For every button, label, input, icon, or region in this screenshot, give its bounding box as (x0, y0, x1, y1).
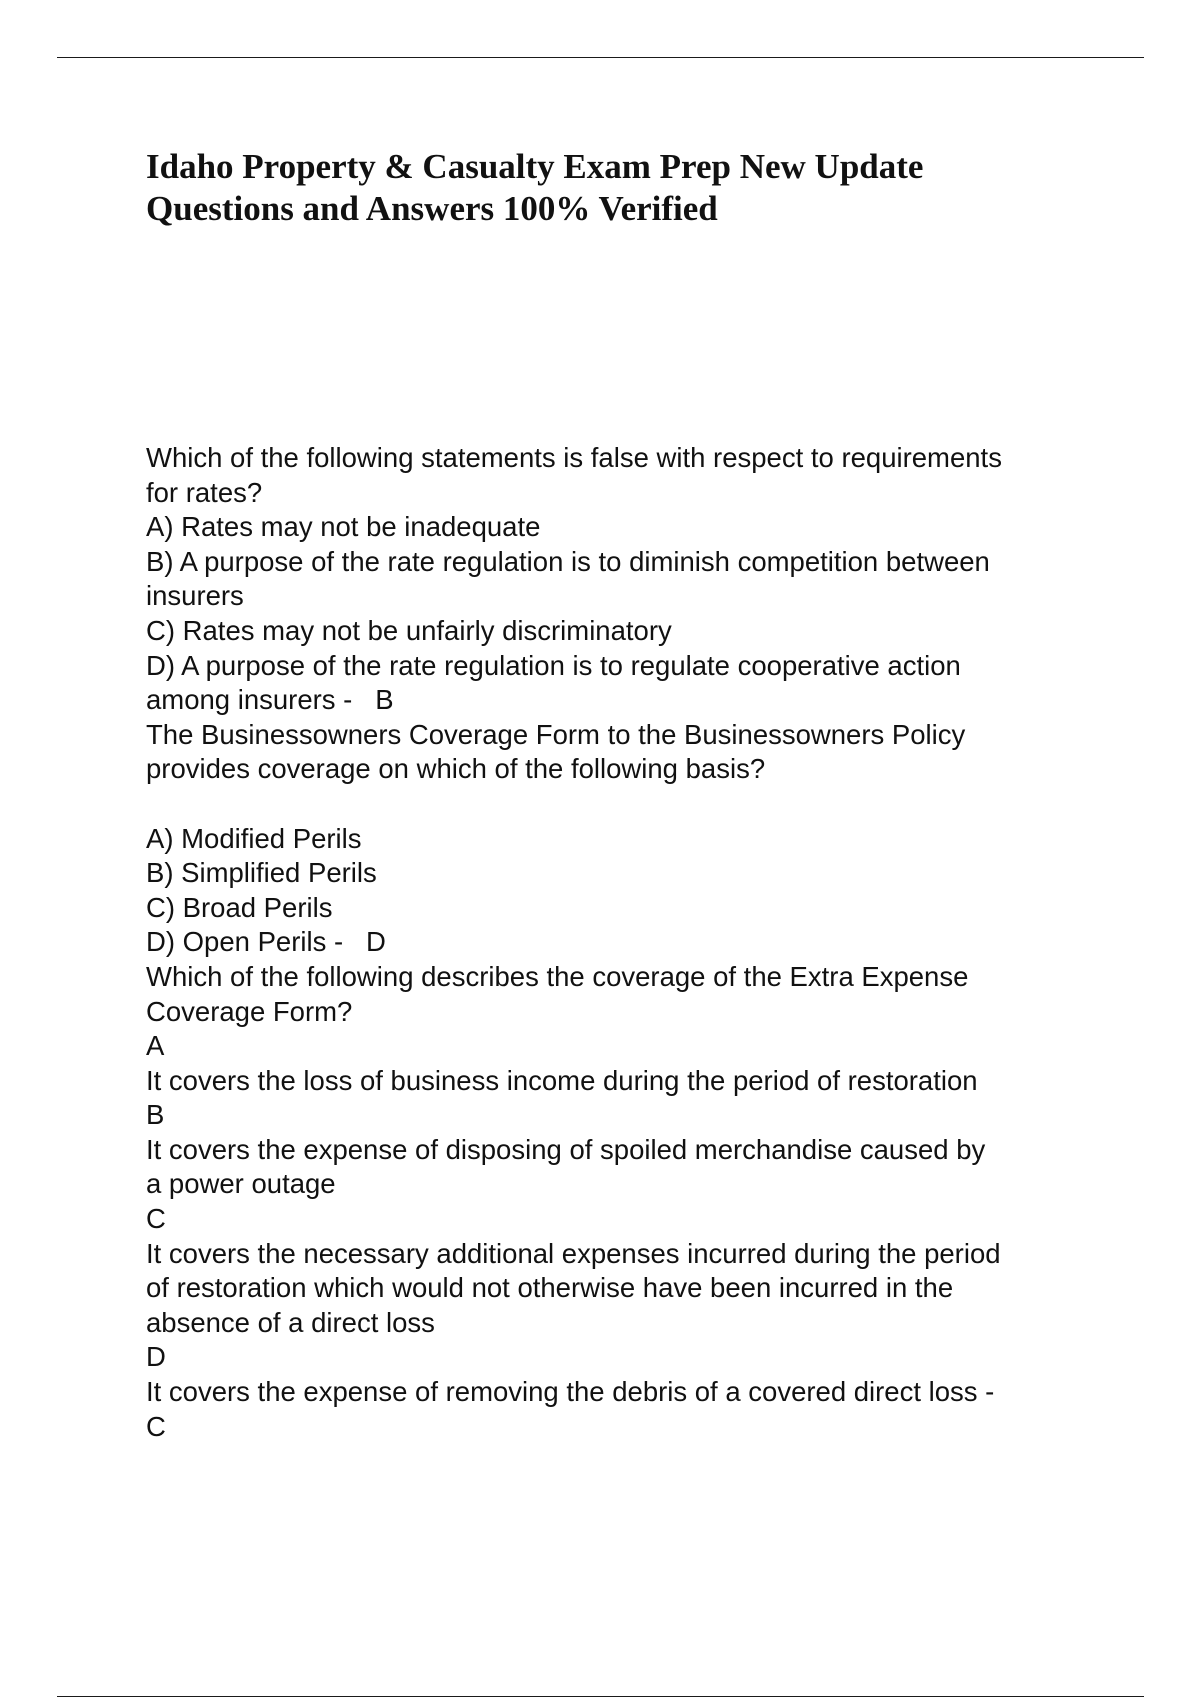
question-3-option-c-text-line-2: of restoration which would not otherwise have been incurred in the (146, 1272, 954, 1304)
question-2-option-c: C) Broad Perils (146, 891, 333, 923)
bottom-rule (57, 1696, 1144, 1697)
question-2-option-d: D) Open Perils - D (146, 926, 386, 958)
document-body (146, 441, 1106, 1444)
question-3-option-b-letter: B (146, 1099, 165, 1131)
question-1-option-b-line-1: B) A purpose of the rate regulation is to diminish competition between (146, 545, 990, 577)
question-3-option-b-text-line-1: It covers the expense of disposing of spoiled merchandise caused by (146, 1133, 986, 1165)
question-3-option-c-text-line-3: absence of a direct loss (146, 1306, 435, 1338)
question-2-text-line-1: The Businessowners Coverage Form to the Businessowners Policy (146, 718, 966, 750)
question-3-option-d-letter: D (146, 1341, 166, 1373)
question-1-option-b-line-2: insurers (146, 580, 244, 612)
question-2-option-b: B) Simplified Perils (146, 857, 377, 889)
question-3-option-c-text-line-1: It covers the necessary additional expenses incurred during the period (146, 1237, 1001, 1269)
title-line-1: Idaho Property & Casualty Exam Prep New Update (146, 147, 924, 186)
question-2-text-line-2: provides coverage on which of the following basis? (146, 753, 766, 785)
question-3-option-d-text-line-2: C (146, 1410, 166, 1442)
question-1 (146, 441, 1106, 718)
question-1-option-a: A) Rates may not be inadequate (146, 511, 541, 543)
question-3-option-c-letter: C (146, 1203, 166, 1235)
question-2 (146, 718, 1106, 960)
document-title (146, 146, 1106, 230)
question-3-text-line-2: Coverage Form? (146, 995, 353, 1027)
question-3-option-d-text-line-1: It covers the expense of removing the debris of a covered direct loss - (146, 1376, 995, 1408)
question-3-option-a-letter: A (146, 1030, 165, 1062)
question-3-option-a-text: It covers the loss of business income during the period of restoration (146, 1064, 978, 1096)
question-1-option-d-line-1: D) A purpose of the rate regulation is to regulate cooperative action (146, 649, 961, 681)
question-2-spacer (146, 787, 1106, 822)
question-1-text-line-1: Which of the following statements is false with respect to requirements (146, 442, 1002, 473)
question-1-option-c: C) Rates may not be unfairly discriminatory (146, 614, 672, 646)
title-line-2: Questions and Answers 100% Verified (146, 189, 718, 228)
question-3-text-line-1: Which of the following describes the coverage of the Extra Expense (146, 960, 969, 992)
question-2-option-a: A) Modified Perils (146, 822, 362, 854)
question-1-option-d-line-2: among insurers - B (146, 684, 394, 716)
top-rule (57, 57, 1144, 58)
question-3-option-b-text-line-2: a power outage (146, 1168, 336, 1200)
question-1-text-line-2: for rates? (146, 476, 263, 508)
question-3 (146, 960, 1106, 1444)
